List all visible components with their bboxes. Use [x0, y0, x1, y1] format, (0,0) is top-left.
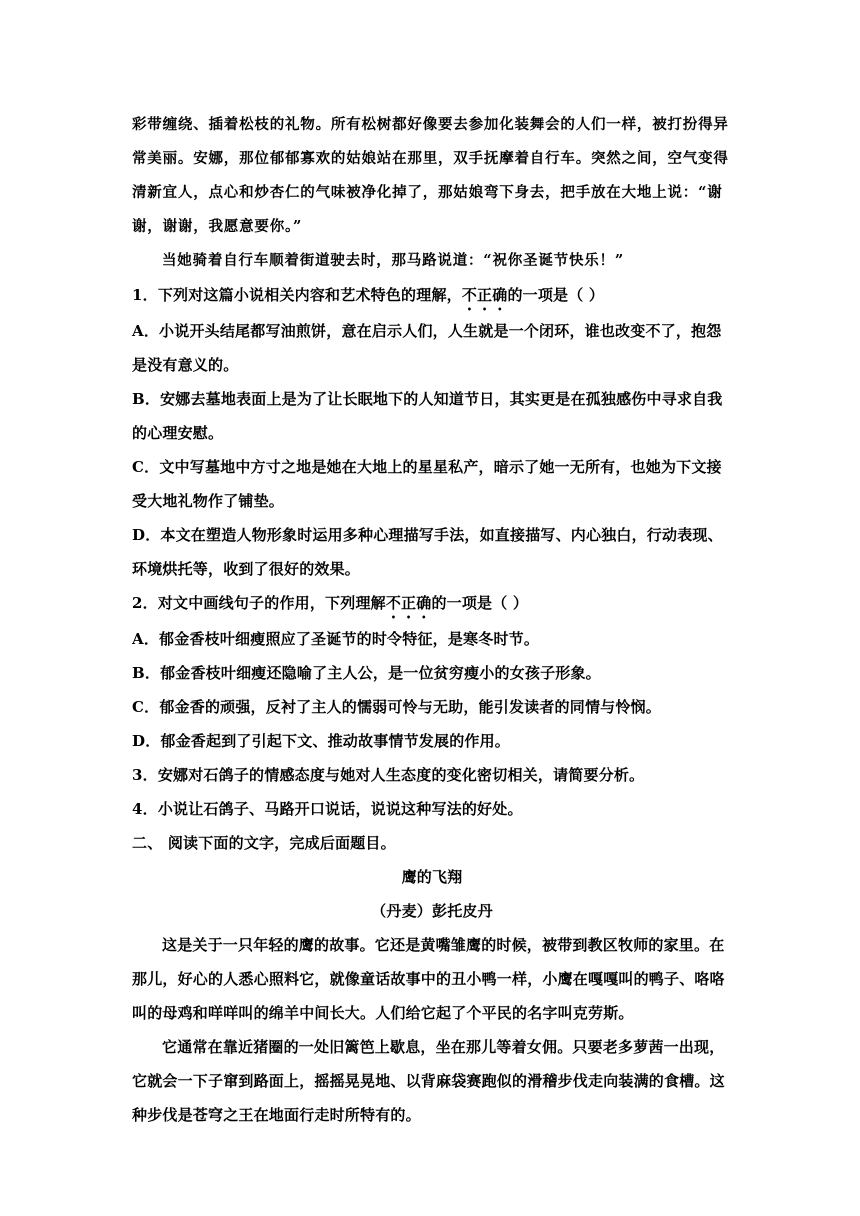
article-paragraph: 这是关于一只年轻的鹰的故事。它还是黄嘴雏鹰的时候，被带到教区牧师的家里。在那儿，好心的人悉心照料它，就像童话故事中的丑小鸭一样，小鹰在嘎嘎叫的鸭子、咯咯叫的母鸡和咩咩叫的绵羊中间长大。人们给它起了个平民的名字叫克劳斯。 [132, 936, 725, 1022]
question-stem-text: 的一项是（ ） [507, 286, 605, 304]
option-a: A．小说开头结尾都写油煎饼，意在启示人们，人生就是一个闭环，谁也改变不了，抱怨是没有意义的。 [132, 322, 722, 374]
option-b: B．安娜去墓地表面上是为了让长眠地下的人知道节日，其实更是在孤独感伤中寻求自我的心理安慰。 [132, 390, 723, 442]
option-a: A．郁金香枝叶细瘦照应了圣诞节的时令特征，是寒冬时节。 [132, 630, 540, 648]
question-4: 4．小说让石鸽子、马路开口说话，说说这种写法的好处。 [132, 800, 523, 818]
emphasized-text: 不正确 [385, 594, 432, 612]
question-2-stem [132, 586, 732, 622]
article-paragraph: 它通常在靠近猪圈的一处旧篱笆上歇息，坐在那儿等着女佣。只要老多萝茜一出现，它就会一下子窜到路面上，摇摇晃晃地、以背麻袋赛跑似的滑稽步伐走向装满的食槽。这种步伐是苍穹之王在地面行走时所特有的。 [132, 1038, 725, 1124]
option-d: D．郁金香起到了引起下文、推动故事情节发展的作用。 [132, 732, 511, 750]
section-heading: 二、 阅读下面的文字，完成后面题目。 [132, 834, 396, 852]
option-c: C．文中写墓地中方寸之地是她在大地上的星星私产，暗示了她一无所有，也她为下文接受大地礼物作了铺垫。 [132, 458, 722, 510]
passage-paragraph: 当她骑着自行车顺着街道驶去时，那马路说道：“祝你圣诞节快乐！” [162, 252, 624, 269]
question-stem-text: 1．下列对这篇小说相关内容和艺术特色的理解， [132, 286, 462, 304]
question-stem-text: 的一项是（ ） [431, 594, 529, 612]
question-stem-text: 2．对文中画线句子的作用，下列理解 [132, 594, 386, 612]
option-c: C．郁金香的顽强，反衬了主人的懦弱可怜与无助，能引发读者的同情与怜悯。 [132, 698, 661, 716]
option-b: B．郁金香枝叶细瘦还隐喻了主人公，是一位贫穷瘦小的女孩子形象。 [132, 664, 601, 682]
passage-paragraph: 彩带缠绕、插着松枝的礼物。所有松树都好像要去参加化装舞会的人们一样，被打扮得异常美丽。安娜，那位郁郁寡欢的姑娘站在那里，双手抚摩着自行车。突然之间，空气变得清新宜人，点心和炒杏仁的气味被净化掉了，那姑娘弯下身去，把手放在大地上说：“谢谢，谢谢，我愿意要你。” [132, 116, 729, 235]
option-d: D．本文在塑造人物形象时运用多种心理描写手法，如直接描写、内心独白，行动表现、环境烘托等，收到了很好的效果。 [132, 526, 723, 578]
question-1-stem [132, 278, 732, 314]
article-author: （丹麦）彭托皮丹 [371, 902, 493, 920]
page-content [132, 108, 732, 1132]
article-title: 鹰的飞翔 [401, 868, 463, 886]
question-3: 3．安娜对石鸽子的情感态度与她对人生态度的变化密切相关，请简要分析。 [132, 766, 645, 784]
emphasized-text: 不正确 [461, 286, 508, 304]
